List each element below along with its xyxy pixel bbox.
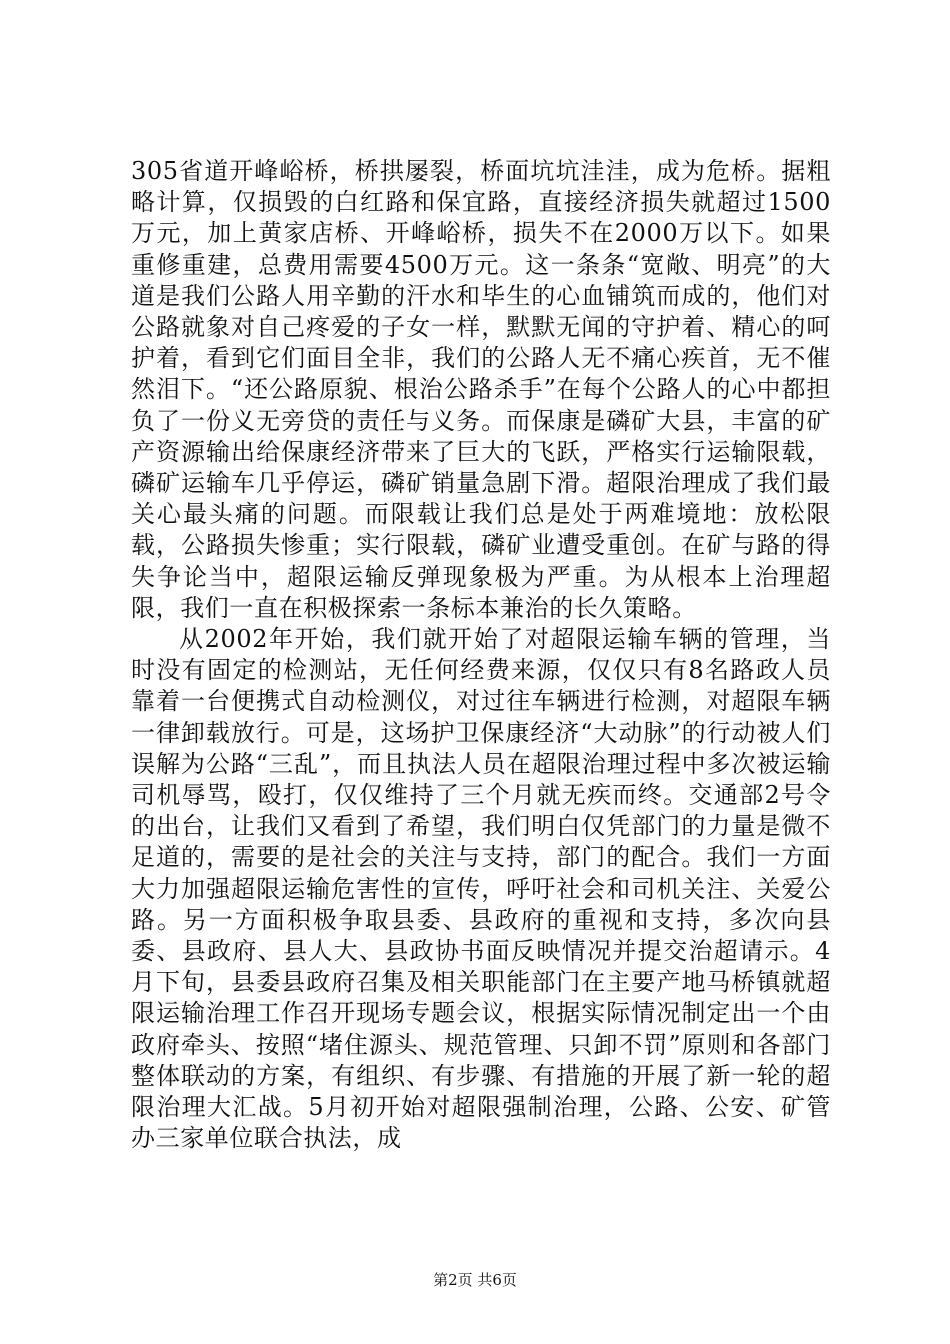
body-text: [131, 156, 831, 1155]
paragraph-1: 305省道开峰峪桥，桥拱屡裂，桥面坑坑洼洼，成为危桥。据粗略计算，仅损毁的白红路和保宜路，直接经济损失就超过1500万元，加上黄家店桥、开峰峪桥，损失不在2000万以下。如果重修重建，总费用需要4500万元。这一条条“宽敞、明亮”的大道是我们公路人用辛勤的汗水和毕生的心血铺筑而成的，他们对公路就象对自己疼爱的子女一样，默默无闻的守护着、精心的呵护着，看到它们面目全非，我们的公路人无不痛心疾首，无不催然泪下。“还公路原貌、根治公路杀手”在每个公路人的心中都担负了一份义无旁贷的责任与义务。而保康是磷矿大县，丰富的矿产资源输出给保康经济带来了巨大的飞跃，严格实行运输限载，磷矿运输车几乎停运，磷矿销量急剧下滑。超限治理成了我们最关心最头痛的问题。而限载让我们总是处于两难境地：放松限载，公路损失惨重；实行限载，磷矿业遭受重创。在矿与路的得失争论当中，超限运输反弹现象极为严重。为从根本上治理超限，我们一直在积极探索一条标本兼治的长久策略。: [131, 157, 831, 622]
paragraph-2: 从2002年开始，我们就开始了对超限运输车辆的管理，当时没有固定的检测站，无任何经费来源，仅仅只有8名路政人员靠着一台便携式自动检测仪，对过往车辆进行检测，对超限车辆一律卸载放行。可是，这场护卫保康经济“大动脉”的行动被人们误解为公路“三乱”，而且执法人员在超限治理过程中多次被运输司机辱骂，殴打，仅仅维持了三个月就无疾而终。交通部2号令的出台，让我们又看到了希望，我们明白仅凭部门的力量是微不足道的，需要的是社会的关注与支持，部门的配合。我们一方面大力加强超限运输危害性的宣传，呼吁社会和司机关注、关爱公路。另一方面积极争取县委、县政府的重视和支持，多次向县委、县政府、县人大、县政协书面反映情况并提交治超请示。4月下旬，县委县政府召集及相关职能部门在主要产地马桥镇就超限运输治理工作召开现场专题会议，根据实际情况制定出一个由政府牵头、按照“堵住源头、规范管理、只卸不罚”原则和各部门整体联动的方案，有组织、有步骤、有措施的开展了新一轮的超限治理大汇战。5月初开始对超限强制治理，公路、公安、矿管办三家单位联合执法，成: [131, 625, 831, 1153]
page-footer: 第2页 共6页: [433, 1271, 517, 1289]
